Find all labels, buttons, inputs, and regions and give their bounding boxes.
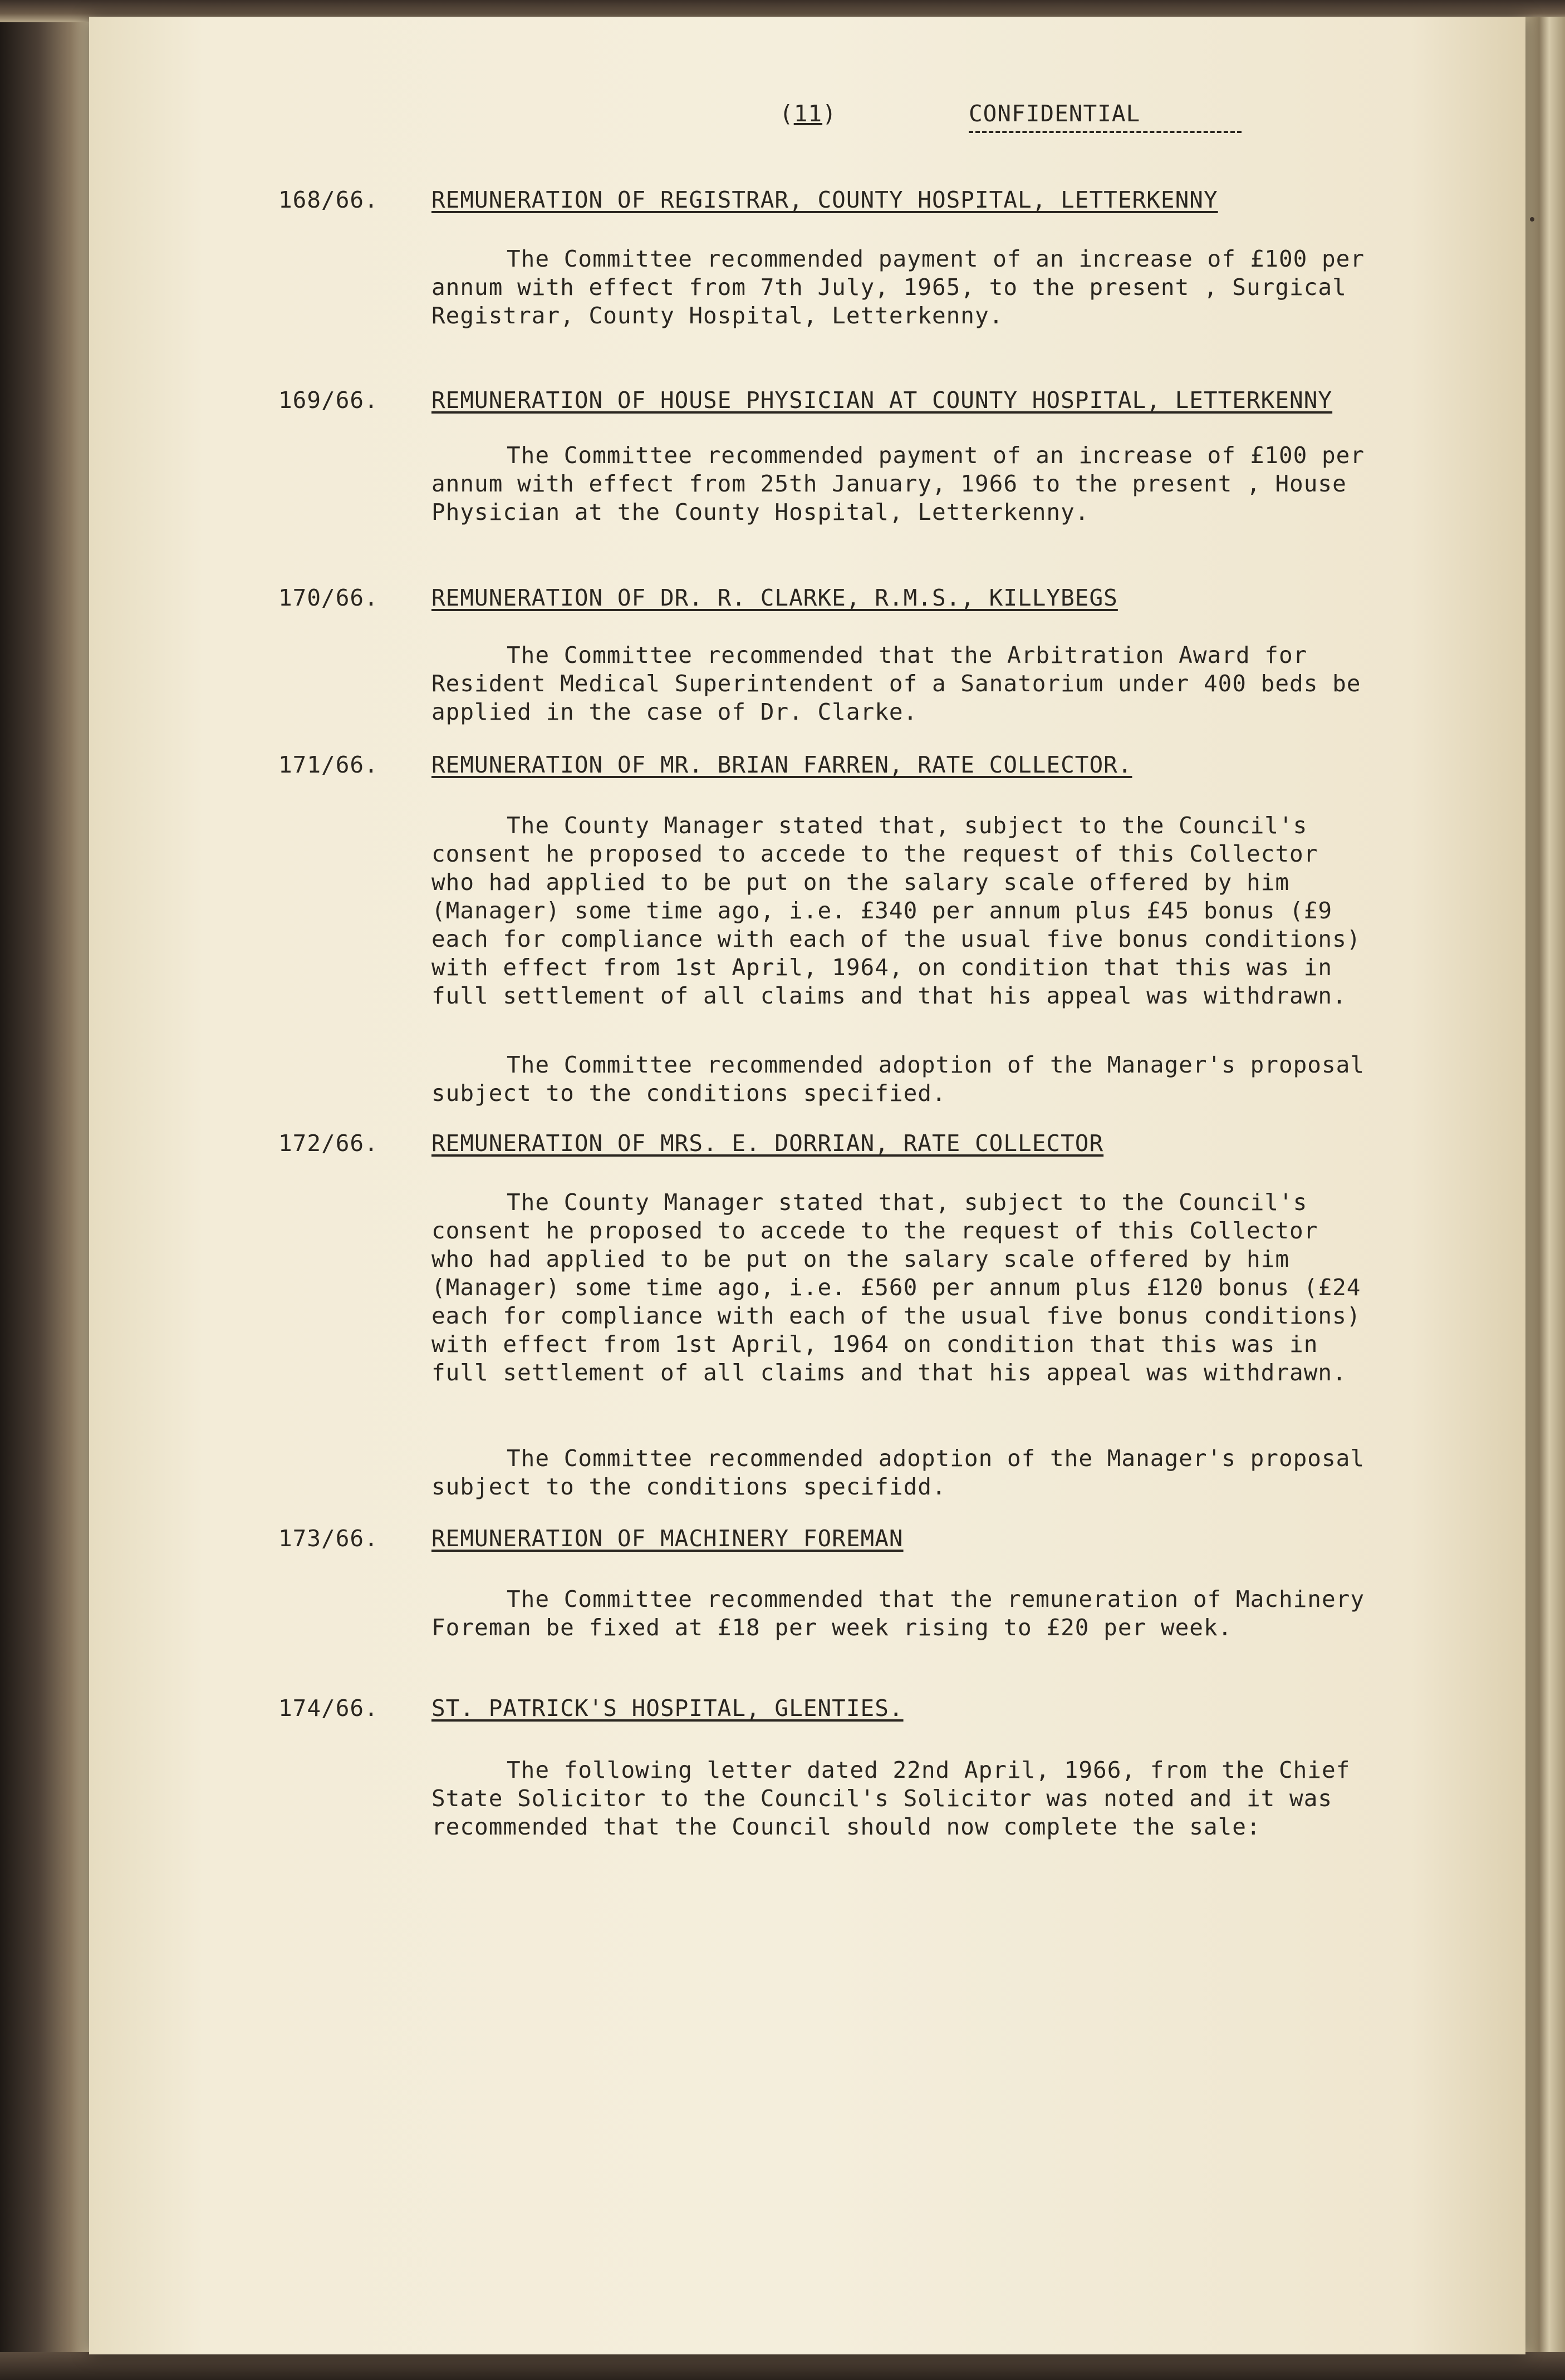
document-page bbox=[89, 17, 1525, 2354]
minute-paragraph: The Committee recommended that the remuneration of Machinery Foreman be fixed at £18 per week rising to £20 per week. bbox=[431, 1586, 1365, 1641]
page-bottom-edge bbox=[0, 2352, 1565, 2380]
minute-paragraph: The Committee recommended adoption of the Manager's proposal subject to the conditions specifidd. bbox=[431, 1445, 1365, 1500]
book-binding-shadow bbox=[0, 0, 95, 2380]
minute-number: 169/66. bbox=[278, 387, 379, 414]
classification-underline bbox=[969, 131, 1242, 133]
minute-heading: REMUNERATION OF REGISTRAR, COUNTY HOSPITAL, LETTERKENNY bbox=[431, 186, 1218, 213]
minute-heading: ST. PATRICK'S HOSPITAL, GLENTIES. bbox=[431, 1695, 904, 1722]
minute-heading: REMUNERATION OF MACHINERY FOREMAN bbox=[431, 1525, 904, 1552]
minute-heading: REMUNERATION OF HOUSE PHYSICIAN AT COUNTY HOSPITAL, LETTERKENNY bbox=[431, 387, 1333, 414]
minute-number: 170/66. bbox=[278, 584, 379, 611]
page-number: (11) bbox=[779, 100, 837, 127]
minute-number: 168/66. bbox=[278, 186, 379, 213]
edge-mark bbox=[1530, 217, 1534, 222]
minute-paragraph: The Committee recommended that the Arbitration Award for Resident Medical Superintendent of a Sanatorium under 400 beds be applied in the case of Dr. Clarke. bbox=[431, 642, 1361, 725]
minute-paragraph: The Committee recommended payment of an increase of £100 per annum with effect from 25th January, 1966 to the present , House Physician at the County Hospital, Letterkenny. bbox=[431, 442, 1365, 525]
minute-paragraph: The County Manager stated that, subject to the Council's consent he proposed to accede to the request of this Collector who had applied to be put on the salary scale offered by him (Manager) some time ago, i.e. £340 per annum plus £45 bonus (£9 each for compliance with each of the usual five bonus conditions) with effect from 1st April, 1964, on condition that this was in full settlement of all claims and that his appeal was withdrawn. bbox=[431, 812, 1361, 1009]
page-number-value: 11 bbox=[793, 100, 823, 127]
minute-heading: REMUNERATION OF MRS. E. DORRIAN, RATE COLLECTOR bbox=[431, 1130, 1104, 1157]
minute-number: 174/66. bbox=[278, 1695, 379, 1722]
minute-paragraph: The County Manager stated that, subject to the Council's consent he proposed to accede to the request of this Collector who had applied to be put on the salary scale offered by him (Manager) some time ago, i.e. £560 per annum plus £120 bonus (£24 each for compliance with each of the usual five bonus conditions) with effect from 1st April, 1964 on condition that this was in full settlement of all claims and that his appeal was withdrawn. bbox=[431, 1189, 1361, 1386]
minute-number: 171/66. bbox=[278, 751, 379, 778]
minute-number: 172/66. bbox=[278, 1130, 379, 1157]
minute-paragraph: The Committee recommended payment of an increase of £100 per annum with effect from 7th July, 1965, to the present , Surgical Registrar, County Hospital, Letterkenny. bbox=[431, 245, 1365, 329]
minute-paragraph: The Committee recommended adoption of the Manager's proposal subject to the conditions specified. bbox=[431, 1051, 1365, 1107]
minute-paragraph: The following letter dated 22nd April, 1966, from the Chief State Solicitor to the Council's Solicitor was noted and it was recommended that the Council should now complete the sale: bbox=[431, 1757, 1351, 1840]
classification-label: CONFIDENTIAL bbox=[969, 100, 1141, 127]
minute-heading: REMUNERATION OF MR. BRIAN FARREN, RATE COLLECTOR. bbox=[431, 751, 1132, 778]
minute-number: 173/66. bbox=[278, 1525, 379, 1552]
page-stack-edge bbox=[1525, 17, 1565, 2354]
minute-heading: REMUNERATION OF DR. R. CLARKE, R.M.S., KILLYBEGS bbox=[431, 584, 1118, 611]
